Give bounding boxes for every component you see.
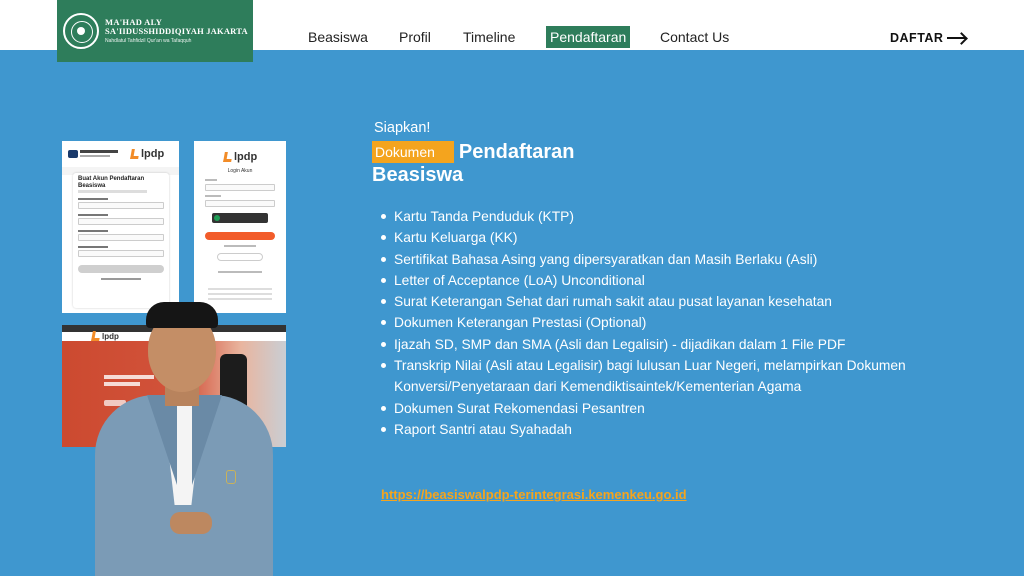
brand-text	[105, 18, 248, 44]
list-item: Sertifikat Bahasa Asing yang dipersyaratkan dan Masih Berlaku (Asli)	[381, 249, 992, 270]
list-item: Transkrip Nilai (Asli atau Legalisir) bagi lulusan Luar Negeri, melampirkan Dokumen Konversi/Penyetaraan dari Kemendiktisaintek/Kementerian Agama	[381, 355, 992, 398]
section-kicker: Siapkan!	[374, 120, 431, 136]
nav-item-profil[interactable]: Profil	[399, 29, 431, 45]
peci-cap	[146, 302, 218, 328]
footer-line	[218, 271, 262, 273]
hands	[170, 512, 212, 534]
field-label	[78, 230, 108, 232]
brand-tagline: Nahdlatul Tahfidzil Qur'an wa Tafaqquh	[105, 37, 192, 44]
seal-icon	[63, 13, 99, 49]
lpdp-logo	[131, 148, 164, 160]
email-input	[205, 184, 275, 191]
login-button	[205, 232, 275, 240]
lpdp-logo	[224, 151, 257, 163]
register-submit-button	[78, 265, 164, 273]
list-item: Dokumen Keterangan Prestasi (Optional)	[381, 312, 992, 333]
field-label	[78, 246, 108, 248]
nav-item-beasiswa[interactable]: Beasiswa	[308, 29, 368, 45]
field-label	[205, 179, 217, 181]
brand-logo[interactable]	[57, 0, 253, 62]
brand-name-line2: SA'IIDUSSHIDDIQIYAH JAKARTA	[105, 26, 248, 37]
field-label	[205, 195, 221, 197]
list-item: Kartu Keluarga (KK)	[381, 227, 992, 248]
list-item: Ijazah SD, SMP dan SMA (Asli dan Legalisir) - dijadikan dalam 1 File PDF	[381, 334, 992, 355]
student-photo	[92, 300, 277, 576]
divider-text	[224, 245, 256, 247]
nav-item-pendaftaran[interactable]: Pendaftaran	[546, 26, 630, 48]
list-item: Surat Keterangan Sehat dari rumah sakit atau pusat layanan kesehatan	[381, 291, 992, 312]
register-title: Buat Akun Pendaftaran Beasiswa	[78, 176, 145, 189]
nav-item-contact-us[interactable]: Contact Us	[660, 29, 730, 45]
lpdp-logo-text: lpdp	[102, 331, 119, 341]
section-title	[372, 141, 992, 163]
field-input	[78, 202, 164, 209]
nav-item-timeline[interactable]: Timeline	[463, 29, 516, 45]
register-page-screenshot	[62, 141, 179, 313]
footer-line	[208, 288, 272, 290]
field-label	[78, 214, 108, 216]
email-login-button	[217, 253, 263, 261]
lpdp-logo-text: lpdp	[234, 151, 258, 163]
field-input	[78, 250, 164, 257]
lpdp-mark-icon	[223, 152, 233, 162]
documents-list	[381, 206, 992, 440]
title-strong: Pendaftaran	[458, 141, 575, 163]
daftar-label: DAFTAR	[890, 31, 944, 45]
brand-name-line1: MA'HAD ALY	[105, 16, 163, 27]
register-subtitle	[78, 190, 147, 193]
field-input	[78, 234, 164, 241]
lpdp-mark-icon	[130, 149, 140, 159]
register-footer-link	[101, 278, 141, 280]
ministry-name-line	[80, 155, 110, 157]
daftar-button[interactable]	[890, 31, 967, 45]
title-tag: Dokumen	[372, 141, 454, 163]
login-page-screenshot	[194, 141, 286, 313]
register-card	[73, 173, 169, 308]
lpdp-logo-text: lpdp	[141, 148, 165, 160]
field-input	[78, 218, 164, 225]
list-item: Kartu Tanda Penduduk (KTP)	[381, 206, 992, 227]
list-item: Dokumen Surat Rekomendasi Pesantren	[381, 398, 992, 419]
field-label	[78, 198, 108, 200]
captcha-widget	[212, 213, 268, 223]
footer-line	[208, 293, 272, 295]
emblem-icon	[226, 470, 236, 484]
login-title: Login Akun	[227, 168, 253, 174]
ministry-crest-icon	[68, 150, 78, 158]
ministry-name-line	[80, 150, 118, 153]
list-item: Raport Santri atau Syahadah	[381, 419, 992, 440]
documents-section	[372, 120, 992, 440]
lpdp-portal-link[interactable]: https://beasiswalpdp-terintegrasi.kemenkeu.go.id	[381, 487, 687, 502]
password-input	[205, 200, 275, 207]
title-line2: Beasiswa	[372, 164, 464, 186]
list-item: Letter of Acceptance (LoA) Unconditional	[381, 270, 992, 291]
arrow-right-icon	[947, 33, 967, 43]
